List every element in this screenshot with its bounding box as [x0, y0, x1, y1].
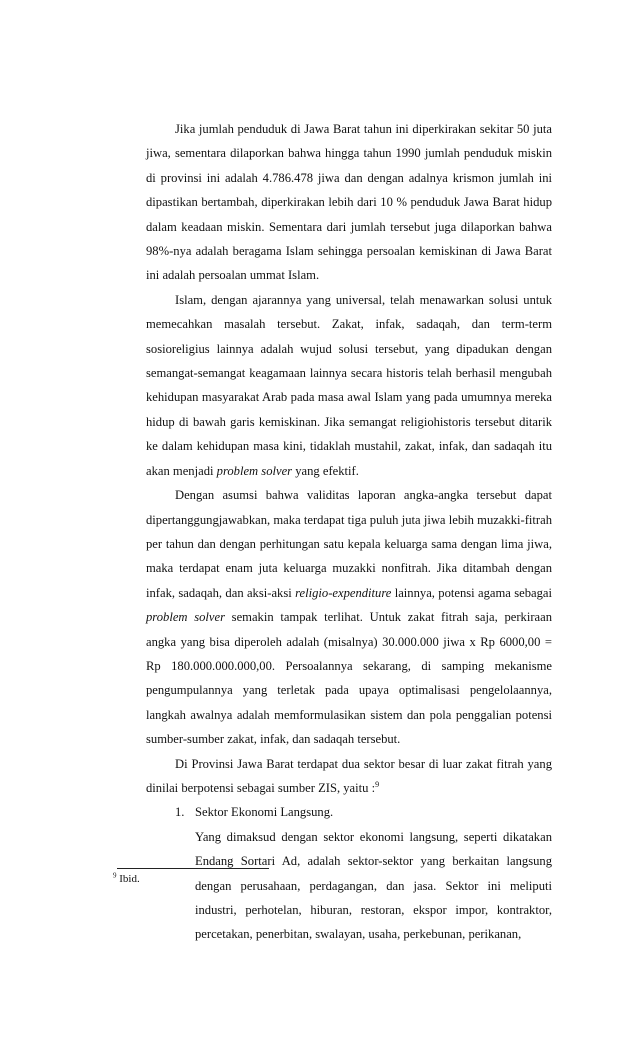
- italic-term: religio-expenditure: [295, 585, 392, 600]
- sector-list: [146, 800, 552, 946]
- paragraph-3-text-c: semakin tampak terlihat. Untuk zakat fitrah saja, perkiraan angka yang bisa diperoleh adalah (misalnya) 30.000.000 jiwa x Rp 6000,00 = Rp 180.000.000.000,00. Persoalannya sekarang, di samping mekanisme pengumpulannya yang terletak pada upaya optimalisasi pengelolaannya, langkah awalnya adalah memformulasikan sistem dan pola penggalian potensi sumber-sumber zakat, infak, dan sadaqah tersebut.: [146, 610, 552, 747]
- paragraph-2: [146, 288, 552, 483]
- paragraph-1-text: Jika jumlah penduduk di Jawa Barat tahun ini diperkirakan sekitar 50 juta jiwa, sementara dilaporkan bahwa hingga tahun 1990 jumlah penduduk miskin di provinsi ini adalah 4.786.478 jiwa dan dengan adalnya krismon jumlah ini dipastikan bertambah, diperkirakan lebih dari 10 % penduduk Jawa Barat hidup dalam keadaan miskin. Sementara dari jumlah tersebut juga dilaporkan bahwa 98%-nya adalah beragama Islam sehingga persoalan kemiskinan di Jawa Barat ini adalah persoalan ummat Islam.: [146, 122, 552, 283]
- paragraph-3-text-a: Dengan asumsi bahwa validitas laporan angka-angka tersebut dapat dipertanggungjawabkan, maka terdapat tiga puluh juta jiwa lebih muzakki-fitrah per tahun dan dengan perhitungan satu kepala keluarga sama dengan lima jiwa, maka terdapat enam juta keluarga muzakki nonfitrah. Jika ditambah dengan infak, sadaqah, dan aksi-aksi: [146, 488, 552, 600]
- paragraph-1: [146, 117, 552, 288]
- footnote-number: 9: [113, 871, 117, 880]
- footnote: [113, 872, 140, 886]
- paragraph-2-tail: yang efektif.: [292, 463, 359, 478]
- paragraph-3: [146, 483, 552, 751]
- list-item-title: Sektor Ekonomi Langsung.: [195, 805, 334, 820]
- paragraph-4-text: Di Provinsi Jawa Barat terdapat dua sektor besar di luar zakat fitrah yang dinilai berpotensi sebagai sumber ZIS, yaitu :: [146, 756, 552, 795]
- footnote-reference: 9: [375, 779, 380, 789]
- footnote-text: Ibid.: [116, 873, 140, 885]
- list-item: [146, 800, 552, 946]
- italic-term: problem solver: [216, 463, 293, 478]
- paragraph-4: [146, 752, 552, 801]
- body-text: [146, 117, 552, 947]
- list-item-description: Yang dimaksud dengan sektor ekonomi langsung, seperti dikatakan Endang Sortari Ad, adalah sektor-sektor yang berkaitan langsung dengan perusahaan, perdagangan, dan jasa. Sektor ini meliputi industri, perhotelan, hiburan, restoran, ekspor impor, kontraktor, percetakan, penerbitan, swalayan, usaha, perkebunan, perikanan,: [195, 829, 552, 942]
- paragraph-3-text-b: lainnya, potensi agama sebagai: [391, 585, 552, 600]
- paragraph-2-text: Islam, dengan ajarannya yang universal, telah menawarkan solusi untuk memecahkan masalah tersebut. Zakat, infak, sadaqah, dan term-term sosioreligius lainnya adalah wujud solusi tersebut, yang dipadukan dengan semangat-semangat keagamaan lainnya secara historis telah berhasil mengubah kehidupan masyarakat Arab pada masa awal Islam yang pada umumnya mereka hidup di bawah garis kemiskinan. Jika semangat religiohistoris tersebut ditarik ke dalam kehidupan masa kini, tidaklah mustahil, zakat, infak, dan sadaqah itu akan menjadi: [146, 292, 552, 478]
- italic-term: problem solver: [146, 610, 225, 625]
- list-item-number: 1.: [175, 805, 185, 820]
- footnote-divider: [117, 868, 269, 869]
